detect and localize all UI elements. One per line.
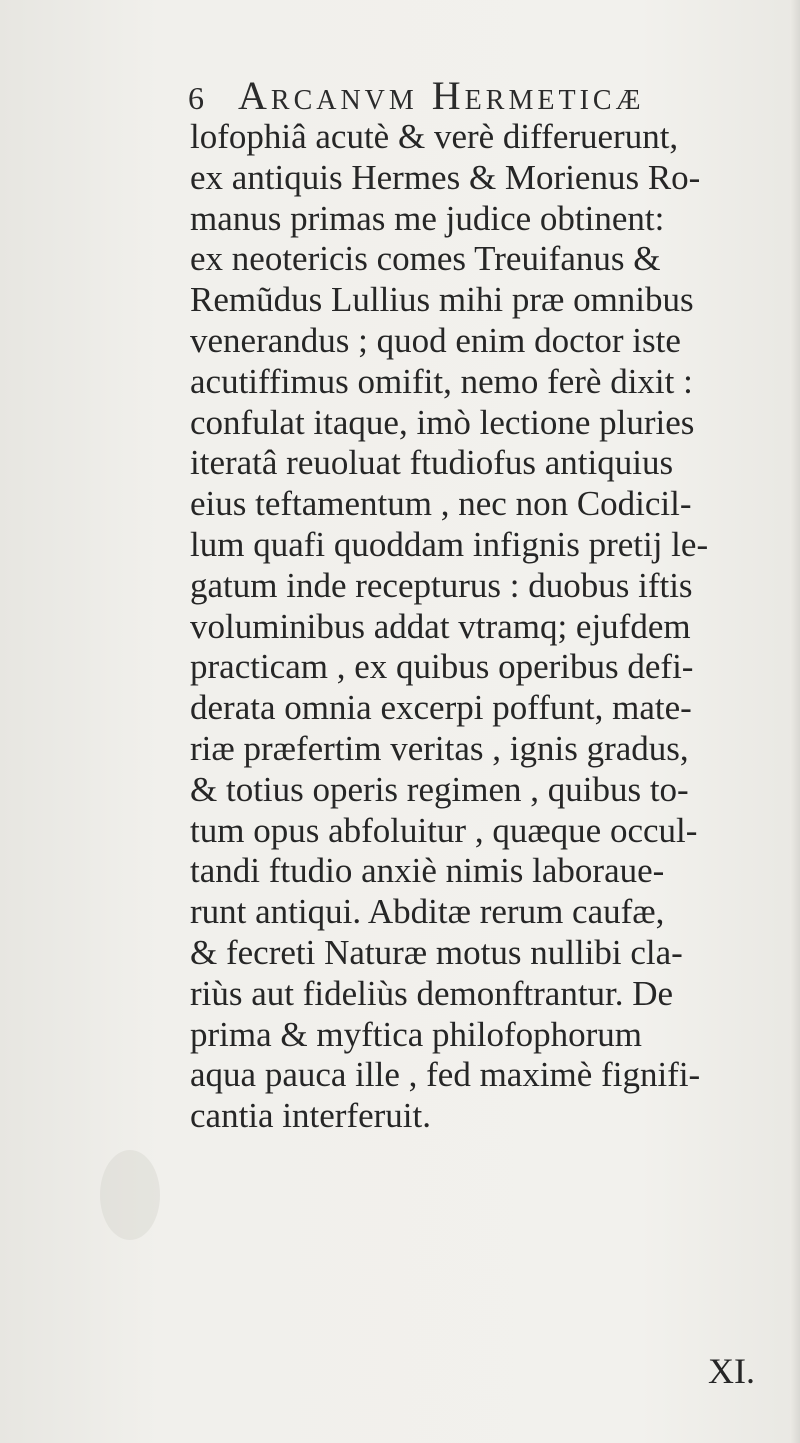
text-line: aqua pauca ille , fed maximè fignifi- (190, 1055, 701, 1095)
text-line: voluminibus addat vtramq; ejufdem (190, 606, 691, 646)
text-line: confulat itaque, imò lectione pluries (190, 402, 695, 442)
text-line: eius teftamentum , nec non Codicil- (190, 484, 692, 524)
text-line: prima & myftica philofophorum (190, 1014, 642, 1054)
page-number: 6 (188, 80, 206, 116)
text-line: gatum inde recepturus : duobus iftis (190, 565, 693, 605)
text-line: practicam , ex quibus operibus defi- (190, 647, 694, 687)
text-line: & fecreti Naturæ motus nullibi cla- (190, 932, 683, 972)
text-line: riæ præfertim veritas , ignis gradus, (190, 728, 689, 768)
text-line: manus primas me judice obtinent: (190, 198, 665, 238)
text-line: cantia interferuit. (190, 1096, 431, 1136)
text-line: Remũdus Lullius mihi præ omnibus (190, 280, 694, 320)
catchword: XI. (708, 1351, 755, 1391)
text-line: & totius operis regimen , quibus to- (190, 769, 689, 809)
text-line: riùs aut fideliùs demonftrantur. De (190, 973, 674, 1013)
text-line: tandi ftudio anxiè nimis laboraue- (190, 851, 665, 891)
text-line: venerandus ; quod enim doctor iste (190, 320, 681, 360)
text-line: lofophiâ acutè & verè differuerunt, (190, 117, 679, 156)
text-line: acutiffimus omifit, nemo ferè dixit : (190, 361, 693, 401)
text-line: runt antiqui. Abditæ rerum caufæ, (190, 892, 665, 932)
running-title: Arcanvm Hermeticæ (238, 73, 645, 118)
page-edge (790, 0, 800, 1443)
text-line: derata omnia excerpi poffunt, mate- (190, 688, 692, 728)
text-line: ex neotericis comes Treuifanus & (190, 239, 661, 279)
text-line: tum opus abfoluitur , quæque occul- (190, 810, 698, 850)
text-line: lum quafi quoddam infignis pretij le- (190, 524, 709, 564)
paper-stain (100, 1150, 160, 1240)
page-header (188, 73, 645, 118)
body-text (190, 117, 770, 1137)
text-line: iteratâ reuoluat ftudiofus antiquius (190, 443, 674, 483)
text-line: ex antiquis Hermes & Morienus Ro- (190, 157, 701, 197)
